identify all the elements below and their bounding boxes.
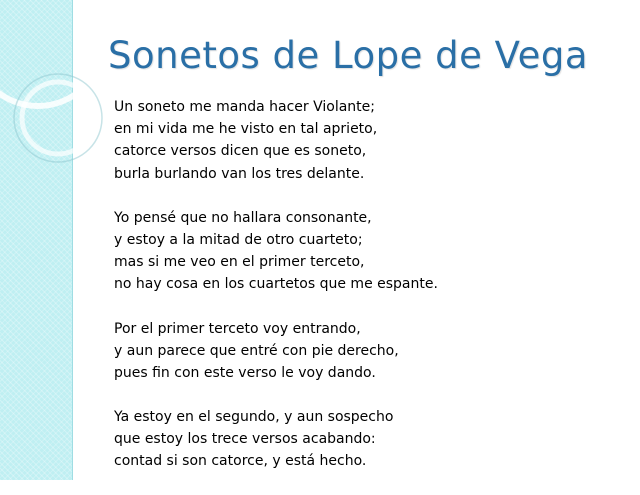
stanza — [114, 318, 624, 385]
poem-line: Un soneto me manda hacer Violante; — [114, 99, 375, 115]
sonnet-body — [114, 96, 624, 495]
decorative-circle-large — [0, 0, 104, 106]
slide-title: Sonetos de Lope de Vega — [108, 34, 589, 77]
poem-line: catorce versos dicen que es soneto, — [114, 143, 367, 160]
poem-line: que estoy los trece versos acabando: — [114, 431, 376, 448]
stanza — [114, 406, 624, 473]
stanza — [114, 96, 624, 185]
poem-line: Yo pensé que no hallara consonante, — [114, 209, 372, 226]
poem-line: en mi vida me he visto en tal aprieto, — [114, 121, 378, 138]
decorative-circle-small — [22, 82, 94, 154]
poem-line: Ya estoy en el segundo, y aun sospecho — [114, 409, 394, 426]
poem-line: pues fin con este verso le voy dando. — [114, 364, 376, 381]
poem-line: contad si son catorce, y está hecho. — [114, 453, 367, 470]
poem-line: burla burlando van los tres delante. — [114, 165, 365, 182]
poem-line: no hay cosa en los cuartetos que me espante. — [114, 276, 438, 293]
poem-line: y aun parece que entré con pie derecho, — [114, 342, 399, 359]
poem-line: mas si me veo en el primer terceto, — [114, 254, 365, 271]
stanza — [114, 207, 624, 296]
poem-line: Por el primer terceto voy entrando, — [114, 320, 361, 337]
decorative-circle-thin — [14, 74, 102, 162]
poem-line: y estoy a la mitad de otro cuarteto; — [114, 231, 363, 248]
